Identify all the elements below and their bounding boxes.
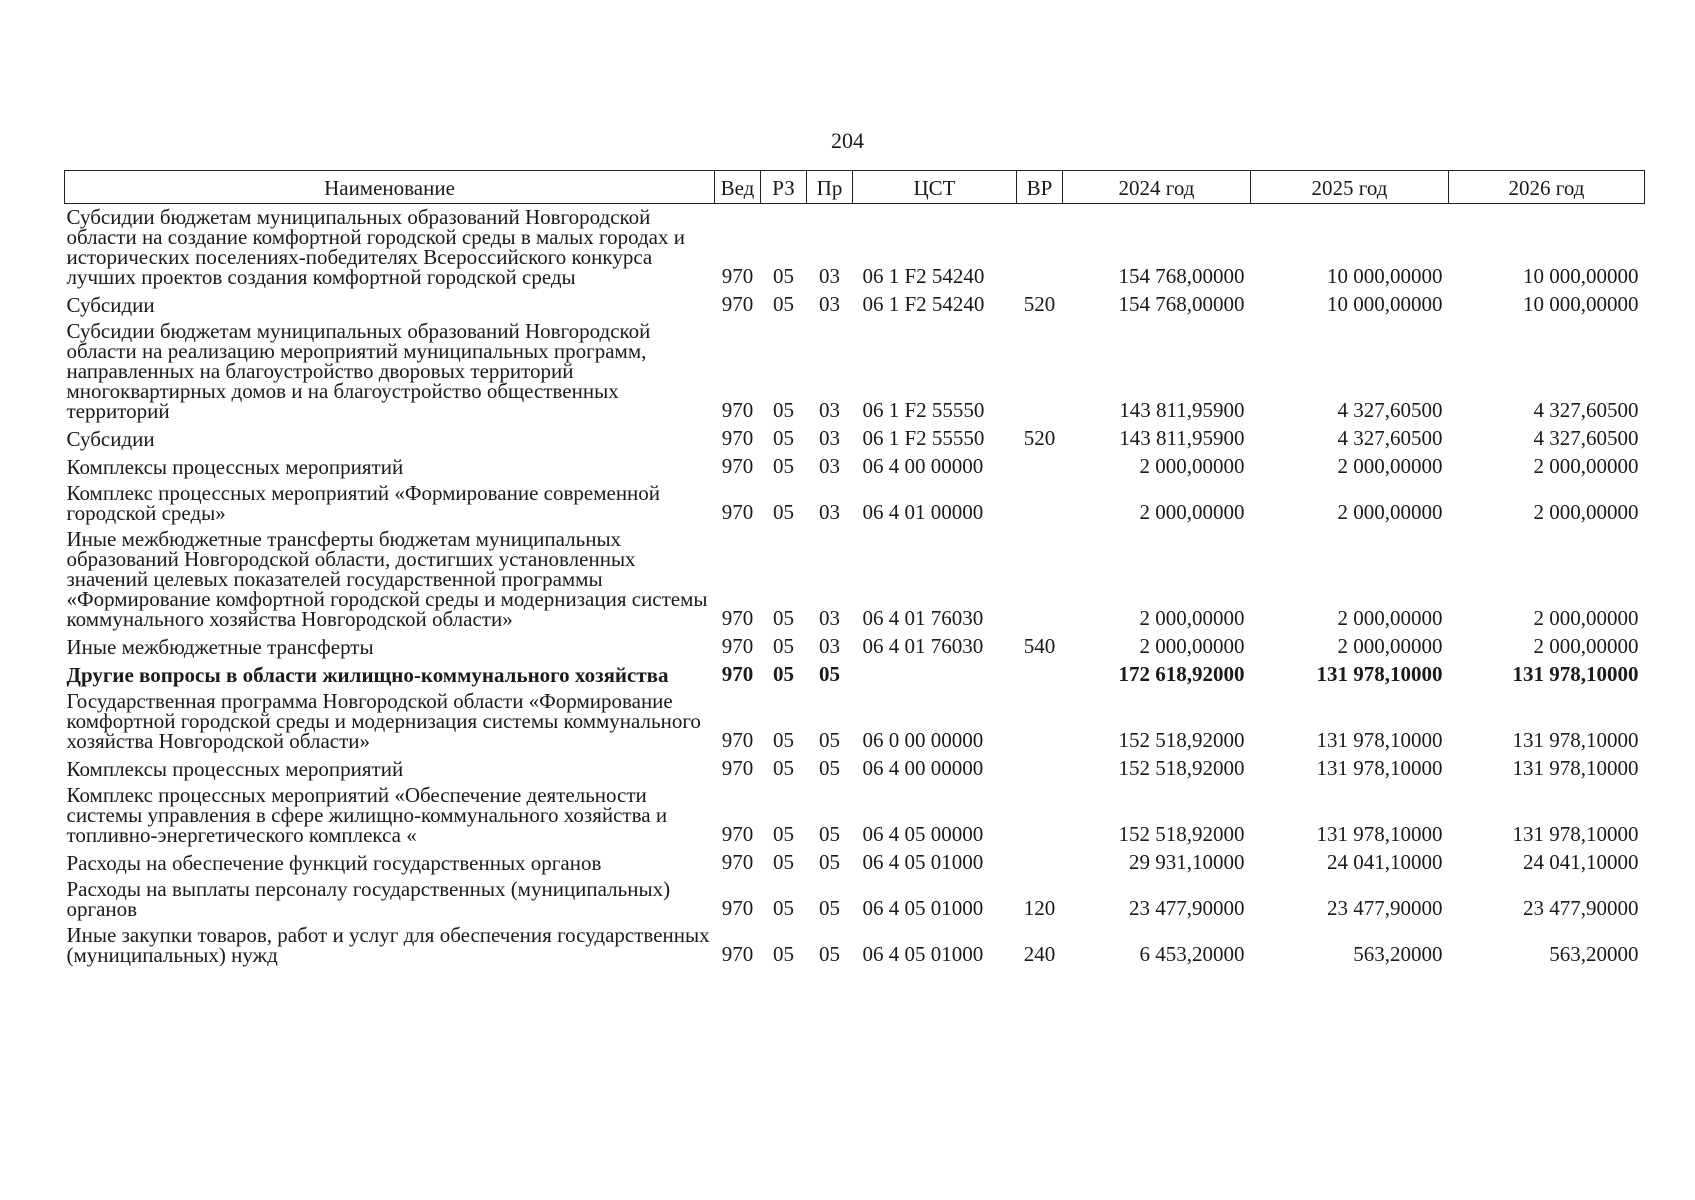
cell-ved: 970 [721, 896, 754, 920]
cell-vr [1017, 526, 1063, 632]
cell-cst: 06 4 01 76030 [862, 606, 984, 630]
table-row [65, 632, 1645, 660]
cell-name: Комплекс процессных мероприятий «Обеспечение деятельности системы управления в сфере жилищно-коммунального хозяйства и топливно-энергетического комплекса « [66, 783, 668, 847]
cell-name: Расходы на обеспечение функций государственных органов [66, 851, 602, 875]
cell-pr: 03 [819, 500, 840, 524]
cell-2025: 2 000,00000 [1337, 454, 1443, 478]
cell-name: Субсидии [66, 427, 155, 451]
cell-cst: 06 4 05 01000 [862, 850, 984, 874]
cell-vr: 520 [1023, 292, 1056, 316]
table-row [65, 848, 1645, 876]
cell-2024: 154 768,00000 [1118, 264, 1245, 288]
cell-cst [853, 660, 1017, 688]
cell-pr: 05 [819, 662, 840, 686]
cell-2024: 172 618,92000 [1118, 662, 1245, 686]
cell-ved: 970 [721, 634, 754, 658]
cell-2025: 131 978,10000 [1316, 822, 1443, 846]
cell-pr: 03 [819, 292, 840, 316]
cell-pr: 05 [819, 728, 840, 752]
cell-2025: 563,20000 [1353, 942, 1443, 966]
cell-vr [1017, 848, 1063, 876]
cell-ved: 970 [721, 398, 754, 422]
cell-2025: 2 000,00000 [1337, 606, 1443, 630]
table-body [65, 204, 1645, 969]
cell-2024: 2 000,00000 [1139, 454, 1245, 478]
cell-cst: 06 4 00 00000 [862, 756, 984, 780]
cell-ved: 970 [721, 426, 754, 450]
cell-pr: 05 [819, 942, 840, 966]
cell-cst: 06 1 F2 54240 [862, 292, 985, 316]
cell-cst: 06 1 F2 55550 [862, 426, 985, 450]
cell-2024: 2 000,00000 [1139, 500, 1245, 524]
cell-vr [1017, 688, 1063, 754]
cell-cst: 06 4 01 76030 [862, 634, 984, 658]
cell-cst: 06 4 05 01000 [862, 942, 984, 966]
cell-rz: 05 [773, 606, 794, 630]
cell-ved: 970 [721, 292, 754, 316]
cell-vr [1017, 480, 1063, 526]
cell-pr: 03 [819, 264, 840, 288]
cell-ved: 970 [721, 756, 754, 780]
table-row [65, 922, 1645, 968]
cell-pr: 05 [819, 896, 840, 920]
header-rz: РЗ [761, 171, 807, 204]
header-pr: Пр [807, 171, 853, 204]
header-name: Наименование [65, 171, 715, 204]
table-row [65, 688, 1645, 754]
cell-ved: 970 [721, 264, 754, 288]
cell-vr [1017, 660, 1063, 688]
header-2024: 2024 год [1063, 171, 1251, 204]
table-row [65, 782, 1645, 848]
cell-2025: 131 978,10000 [1316, 756, 1443, 780]
cell-name: Комплексы процессных мероприятий [66, 455, 404, 479]
cell-vr [1017, 452, 1063, 480]
cell-vr [1017, 318, 1063, 424]
cell-pr: 03 [819, 426, 840, 450]
cell-name: Субсидии [66, 293, 155, 317]
cell-2025: 4 327,60500 [1337, 398, 1443, 422]
cell-pr: 05 [819, 850, 840, 874]
cell-name: Другие вопросы в области жилищно-коммунального хозяйства [66, 663, 669, 687]
cell-vr [1017, 754, 1063, 782]
cell-cst: 06 4 05 00000 [862, 822, 984, 846]
table-row [65, 424, 1645, 452]
cell-rz: 05 [773, 756, 794, 780]
cell-rz: 05 [773, 454, 794, 478]
cell-name: Государственная программа Новгородской области «Формирование комфортной городской среды и модернизация системы коммунального хозяйства Новгородской области» [66, 689, 701, 753]
cell-2026: 563,20000 [1549, 942, 1639, 966]
cell-2026: 10 000,00000 [1523, 292, 1639, 316]
cell-cst: 06 1 F2 55550 [862, 398, 985, 422]
cell-pr: 05 [819, 756, 840, 780]
header-row [65, 171, 1645, 204]
header-vr: ВР [1017, 171, 1063, 204]
cell-2025: 131 978,10000 [1316, 662, 1443, 686]
budget-table [64, 170, 1645, 968]
table-header [65, 171, 1645, 204]
cell-ved: 970 [721, 662, 754, 686]
cell-rz: 05 [773, 822, 794, 846]
cell-2026: 2 000,00000 [1533, 500, 1639, 524]
cell-cst: 06 4 00 00000 [862, 454, 984, 478]
table-row [65, 754, 1645, 782]
cell-2026: 2 000,00000 [1533, 454, 1639, 478]
cell-pr: 05 [819, 822, 840, 846]
cell-2026: 24 041,10000 [1523, 850, 1639, 874]
cell-2025: 10 000,00000 [1327, 292, 1443, 316]
table-row [65, 204, 1645, 291]
table-row [65, 660, 1645, 688]
header-2025: 2025 год [1251, 171, 1449, 204]
cell-2025: 10 000,00000 [1327, 264, 1443, 288]
cell-2026: 131 978,10000 [1512, 662, 1639, 686]
cell-ved: 970 [721, 500, 754, 524]
cell-pr: 03 [819, 398, 840, 422]
cell-ved: 970 [721, 728, 754, 752]
table-row [65, 452, 1645, 480]
cell-ved: 970 [721, 850, 754, 874]
cell-pr: 03 [819, 634, 840, 658]
cell-name: Иные межбюджетные трансферты бюджетам муниципальных образований Новгородской области, достигших установленных значений целевых показателей государственной программы «Формирование комфортной городской среды и модернизация системы коммунального хозяйства Новгородской области» [66, 527, 708, 631]
cell-cst: 06 4 01 00000 [862, 500, 984, 524]
cell-2024: 2 000,00000 [1139, 634, 1245, 658]
cell-vr: 120 [1023, 896, 1056, 920]
page-number: 204 [831, 128, 864, 153]
cell-2024: 143 811,95900 [1119, 426, 1245, 450]
cell-2024: 6 453,20000 [1139, 942, 1245, 966]
cell-name: Иные межбюджетные трансферты [66, 635, 374, 659]
cell-rz: 05 [773, 398, 794, 422]
cell-vr [1017, 782, 1063, 848]
cell-2026: 131 978,10000 [1512, 822, 1639, 846]
cell-vr: 520 [1023, 426, 1056, 450]
cell-2024: 23 477,90000 [1129, 896, 1245, 920]
cell-name: Субсидии бюджетам муниципальных образований Новгородской области на реализацию мероприятий муниципальных программ, направленных на благоустройство дворовых территорий многоквартирных домов и на благоустройство общественных территорий [66, 319, 651, 423]
header-2026: 2026 год [1449, 171, 1645, 204]
cell-2026: 2 000,00000 [1533, 634, 1639, 658]
cell-2025: 4 327,60500 [1337, 426, 1443, 450]
cell-2025: 23 477,90000 [1327, 896, 1443, 920]
cell-2024: 152 518,92000 [1118, 756, 1245, 780]
cell-rz: 05 [773, 850, 794, 874]
table-row [65, 318, 1645, 424]
cell-name: Комплексы процессных мероприятий [66, 757, 404, 781]
cell-2025: 131 978,10000 [1316, 728, 1443, 752]
table-row [65, 526, 1645, 632]
table-row [65, 480, 1645, 526]
cell-rz: 05 [773, 942, 794, 966]
cell-rz: 05 [773, 728, 794, 752]
cell-2025: 24 041,10000 [1327, 850, 1443, 874]
cell-pr: 03 [819, 454, 840, 478]
cell-ved: 970 [721, 606, 754, 630]
cell-rz: 05 [773, 634, 794, 658]
cell-rz: 05 [773, 500, 794, 524]
cell-2026: 131 978,10000 [1512, 756, 1639, 780]
cell-2024: 152 518,92000 [1118, 822, 1245, 846]
cell-2026: 10 000,00000 [1523, 264, 1639, 288]
cell-vr [1017, 204, 1063, 291]
cell-2024: 143 811,95900 [1119, 398, 1245, 422]
table-row [65, 290, 1645, 318]
cell-name: Субсидии бюджетам муниципальных образований Новгородской области на создание комфортной городской среды в малых городах и исторических поселениях-победителях Всероссийского конкурса лучших проектов создания комфортной городской среды [66, 205, 685, 289]
cell-ved: 970 [721, 942, 754, 966]
cell-ved: 970 [721, 822, 754, 846]
header-cst: ЦСТ [853, 171, 1017, 204]
cell-2026: 23 477,90000 [1523, 896, 1639, 920]
cell-name: Иные закупки товаров, работ и услуг для обеспечения государственных (муниципальных) нужд [66, 923, 710, 967]
cell-2025: 2 000,00000 [1337, 634, 1443, 658]
cell-2026: 131 978,10000 [1512, 728, 1639, 752]
cell-2024: 154 768,00000 [1118, 292, 1245, 316]
cell-cst: 06 4 05 01000 [862, 896, 984, 920]
table-row [65, 876, 1645, 922]
cell-vr: 240 [1023, 942, 1056, 966]
cell-vr: 540 [1023, 634, 1056, 658]
cell-cst: 06 0 00 00000 [862, 728, 984, 752]
cell-rz: 05 [773, 426, 794, 450]
cell-2026: 4 327,60500 [1533, 426, 1639, 450]
cell-2025: 2 000,00000 [1337, 500, 1443, 524]
cell-name: Комплекс процессных мероприятий «Формирование современной городской среды» [66, 481, 661, 525]
cell-cst: 06 1 F2 54240 [862, 264, 985, 288]
header-ved: Вед [715, 171, 761, 204]
cell-2024: 152 518,92000 [1118, 728, 1245, 752]
cell-name: Расходы на выплаты персоналу государственных (муниципальных) органов [66, 877, 671, 921]
cell-2026: 2 000,00000 [1533, 606, 1639, 630]
cell-rz: 05 [773, 264, 794, 288]
cell-pr: 03 [819, 606, 840, 630]
cell-2024: 29 931,10000 [1129, 850, 1245, 874]
cell-rz: 05 [773, 662, 794, 686]
cell-ved: 970 [721, 454, 754, 478]
cell-rz: 05 [773, 896, 794, 920]
cell-2026: 4 327,60500 [1533, 398, 1639, 422]
cell-rz: 05 [773, 292, 794, 316]
cell-2024: 2 000,00000 [1139, 606, 1245, 630]
